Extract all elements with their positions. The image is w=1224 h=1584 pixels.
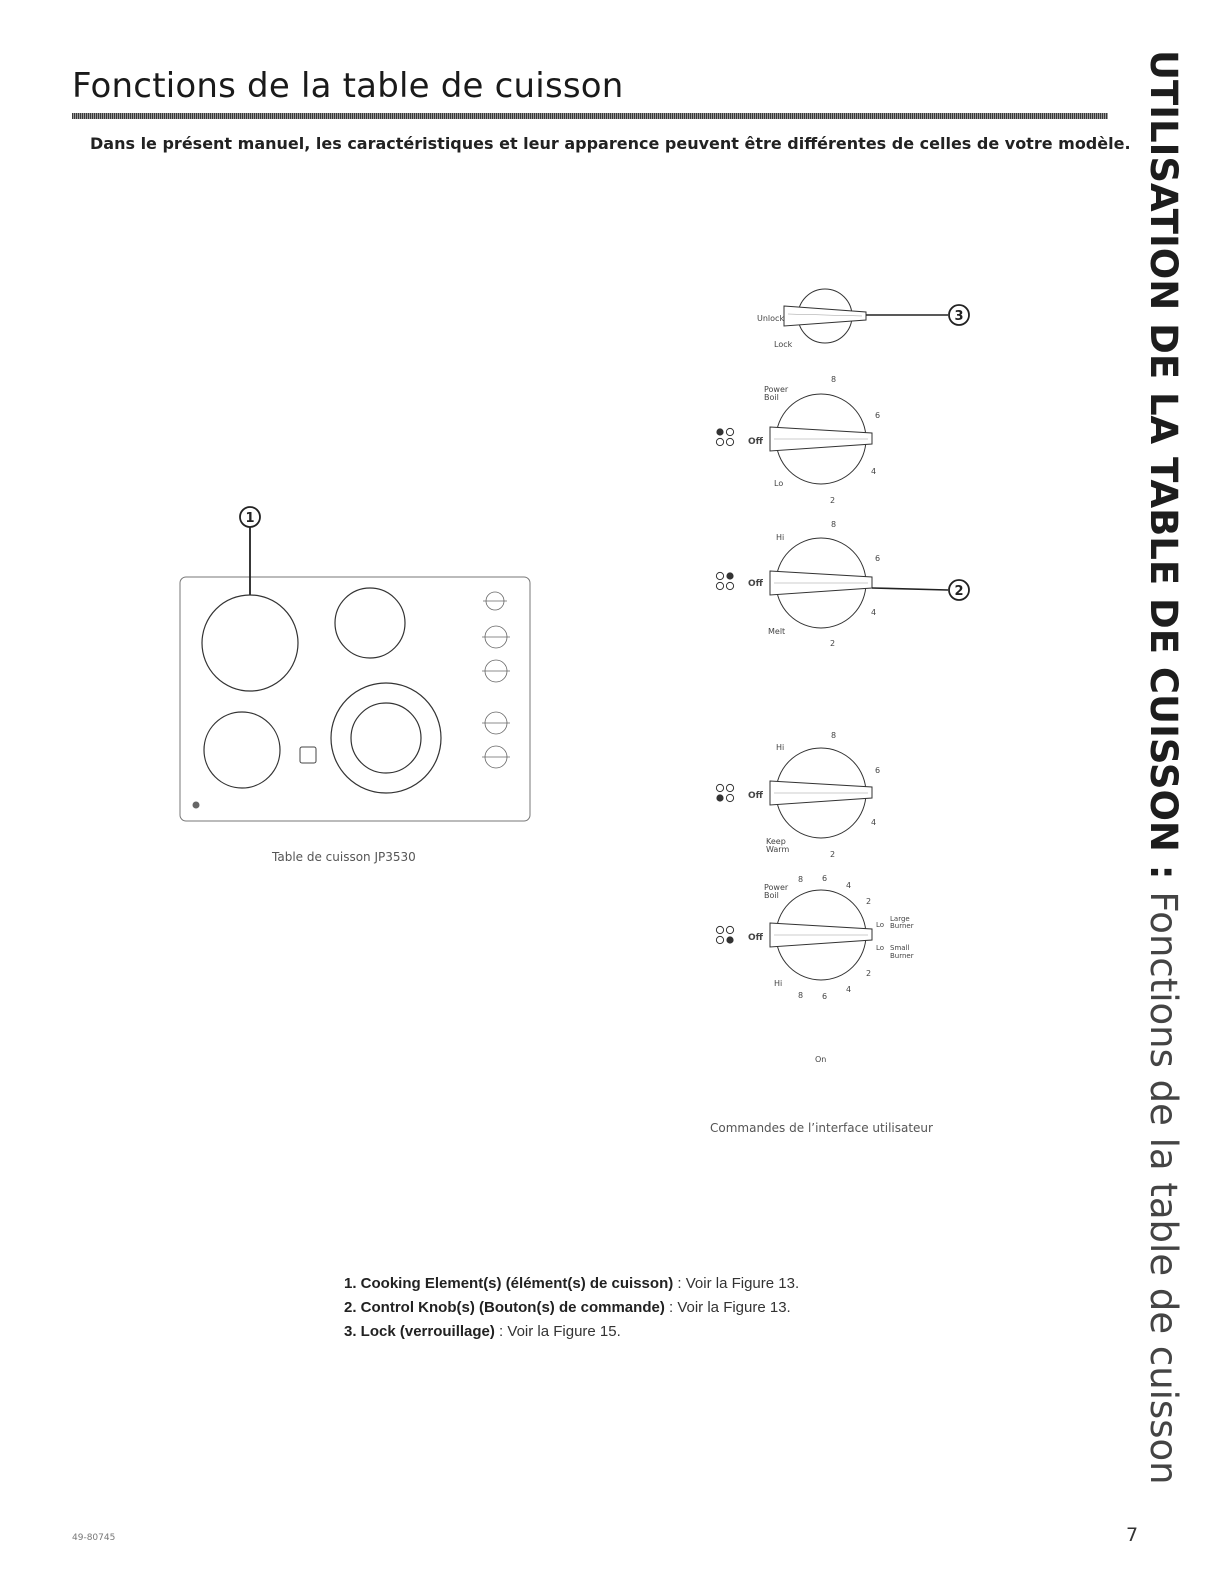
knob4-boil-label: Boil xyxy=(764,891,779,900)
knob4-six-label: 6 xyxy=(822,874,828,883)
legend-desc-1: : Voir la Figure 13. xyxy=(673,1275,800,1292)
cooktop-outline xyxy=(180,577,530,821)
hot-surface-on-label: On xyxy=(815,1055,827,1064)
knob1-power-label: Power xyxy=(764,385,789,394)
knob4-four-b-label: 4 xyxy=(846,985,852,994)
knob3-keep-label: Keep xyxy=(766,837,786,846)
knob4-burner-large-label: Burner xyxy=(890,922,914,930)
knob1-six-label: 6 xyxy=(875,411,881,420)
knob4-burner-small-label: Burner xyxy=(890,952,914,960)
element-left-front xyxy=(204,712,280,788)
lock-knob xyxy=(757,289,969,349)
callout-3-number: 3 xyxy=(954,309,964,324)
knob4-lo-large-label: Lo xyxy=(876,921,885,929)
legend-term-1: 1. Cooking Element(s) (élément(s) de cuisson) xyxy=(344,1275,674,1292)
knob3-warm-label: Warm xyxy=(766,845,790,854)
knob2-off-label: Off xyxy=(748,579,763,589)
knob2-melt-label: Melt xyxy=(768,627,786,636)
lock-lock-label: Lock xyxy=(774,340,793,349)
controls-caption: Commandes de l’interface utilisateur xyxy=(710,1121,933,1135)
knob2-eight-label: 8 xyxy=(831,520,837,529)
knob4-eight-b-label: 8 xyxy=(798,991,804,1000)
knob4-lo-small-label: Lo xyxy=(876,944,885,952)
knob4-six-b-label: 6 xyxy=(822,992,828,1001)
knob1-eight-label: 8 xyxy=(831,375,837,384)
legend-term-2: 2. Control Knob(s) (Bouton(s) de commande) xyxy=(344,1299,665,1316)
element-left-rear xyxy=(202,595,298,691)
knob2-two-label: 2 xyxy=(830,639,836,648)
knob4-off-label: Off xyxy=(748,933,763,943)
controls-figure xyxy=(700,270,1020,1080)
element-right-front-inner xyxy=(351,703,421,773)
hot-surface-indicator xyxy=(300,747,316,763)
knob2-four-label: 4 xyxy=(871,608,877,617)
side-tab-topic: Fonctions de la table de cuisson xyxy=(1142,879,1185,1485)
knob4-four-label: 4 xyxy=(846,881,852,890)
knob1-two-label: 2 xyxy=(830,496,836,505)
callout-1-number: 1 xyxy=(245,511,255,526)
knob4-eight-label: 8 xyxy=(798,875,804,884)
control-knob-4 xyxy=(716,874,913,1001)
element-center-rear xyxy=(335,588,405,658)
knob4-large-label: Large xyxy=(890,915,910,923)
knob1-boil-label: Boil xyxy=(764,393,779,402)
knob3-off-label: Off xyxy=(748,791,763,801)
callout-2-leader xyxy=(872,588,948,590)
legend-desc-2: : Voir la Figure 13. xyxy=(664,1299,791,1316)
knob2-hi-label: Hi xyxy=(776,533,785,542)
knob2-six-label: 6 xyxy=(875,554,881,563)
knob3-eight-label: 8 xyxy=(831,731,837,740)
knob1-off-label: Off xyxy=(748,437,763,447)
legend-item-1 xyxy=(344,1272,799,1296)
cooktop-figure xyxy=(150,495,550,835)
title-rule xyxy=(72,113,1108,119)
control-knob-3 xyxy=(716,731,880,859)
legend-list xyxy=(344,1272,799,1344)
cooktop-caption: Table de cuisson JP3530 xyxy=(272,850,416,864)
knob4-two-label: 2 xyxy=(866,897,872,906)
knob3-six-label: 6 xyxy=(875,766,881,775)
knob4-small-label: Small xyxy=(890,944,910,952)
knob1-four-label: 4 xyxy=(871,467,877,476)
knob3-two-label: 2 xyxy=(830,850,836,859)
document-code: 49-80745 xyxy=(72,1533,116,1543)
legend-desc-3: : Voir la Figure 15. xyxy=(494,1323,621,1340)
legend-term-3: 3. Lock (verrouillage) xyxy=(344,1323,495,1340)
knob1-lo-label: Lo xyxy=(774,479,784,488)
page-subtitle: Dans le présent manuel, les caractéristiques et leur apparence peuvent être différentes de celles de votre modèle. xyxy=(90,134,1131,153)
brand-logo xyxy=(193,802,200,809)
callout-2-number: 2 xyxy=(954,584,964,599)
side-tab-section: UTILISATION DE LA TABLE DE CUISSON : xyxy=(1142,50,1185,880)
knob3-four-label: 4 xyxy=(871,818,877,827)
knob4-hi-label: Hi xyxy=(774,979,783,988)
page-number: 7 xyxy=(1126,1524,1139,1546)
control-knob-2 xyxy=(716,520,969,648)
knob4-power-label: Power xyxy=(764,883,789,892)
side-tab-label xyxy=(1142,50,1185,1485)
lock-unlock-label: Unlock xyxy=(757,314,785,323)
mini-controls xyxy=(482,592,510,768)
side-tab xyxy=(1142,50,1185,1485)
legend-item-2 xyxy=(344,1296,799,1320)
element-right-front-outer xyxy=(331,683,441,793)
legend-item-3 xyxy=(344,1320,799,1344)
page-title: Fonctions de la table de cuisson xyxy=(72,66,624,106)
control-knob-1 xyxy=(716,375,880,505)
knob4-two-b-label: 2 xyxy=(866,969,872,978)
knob3-hi-label: Hi xyxy=(776,743,785,752)
